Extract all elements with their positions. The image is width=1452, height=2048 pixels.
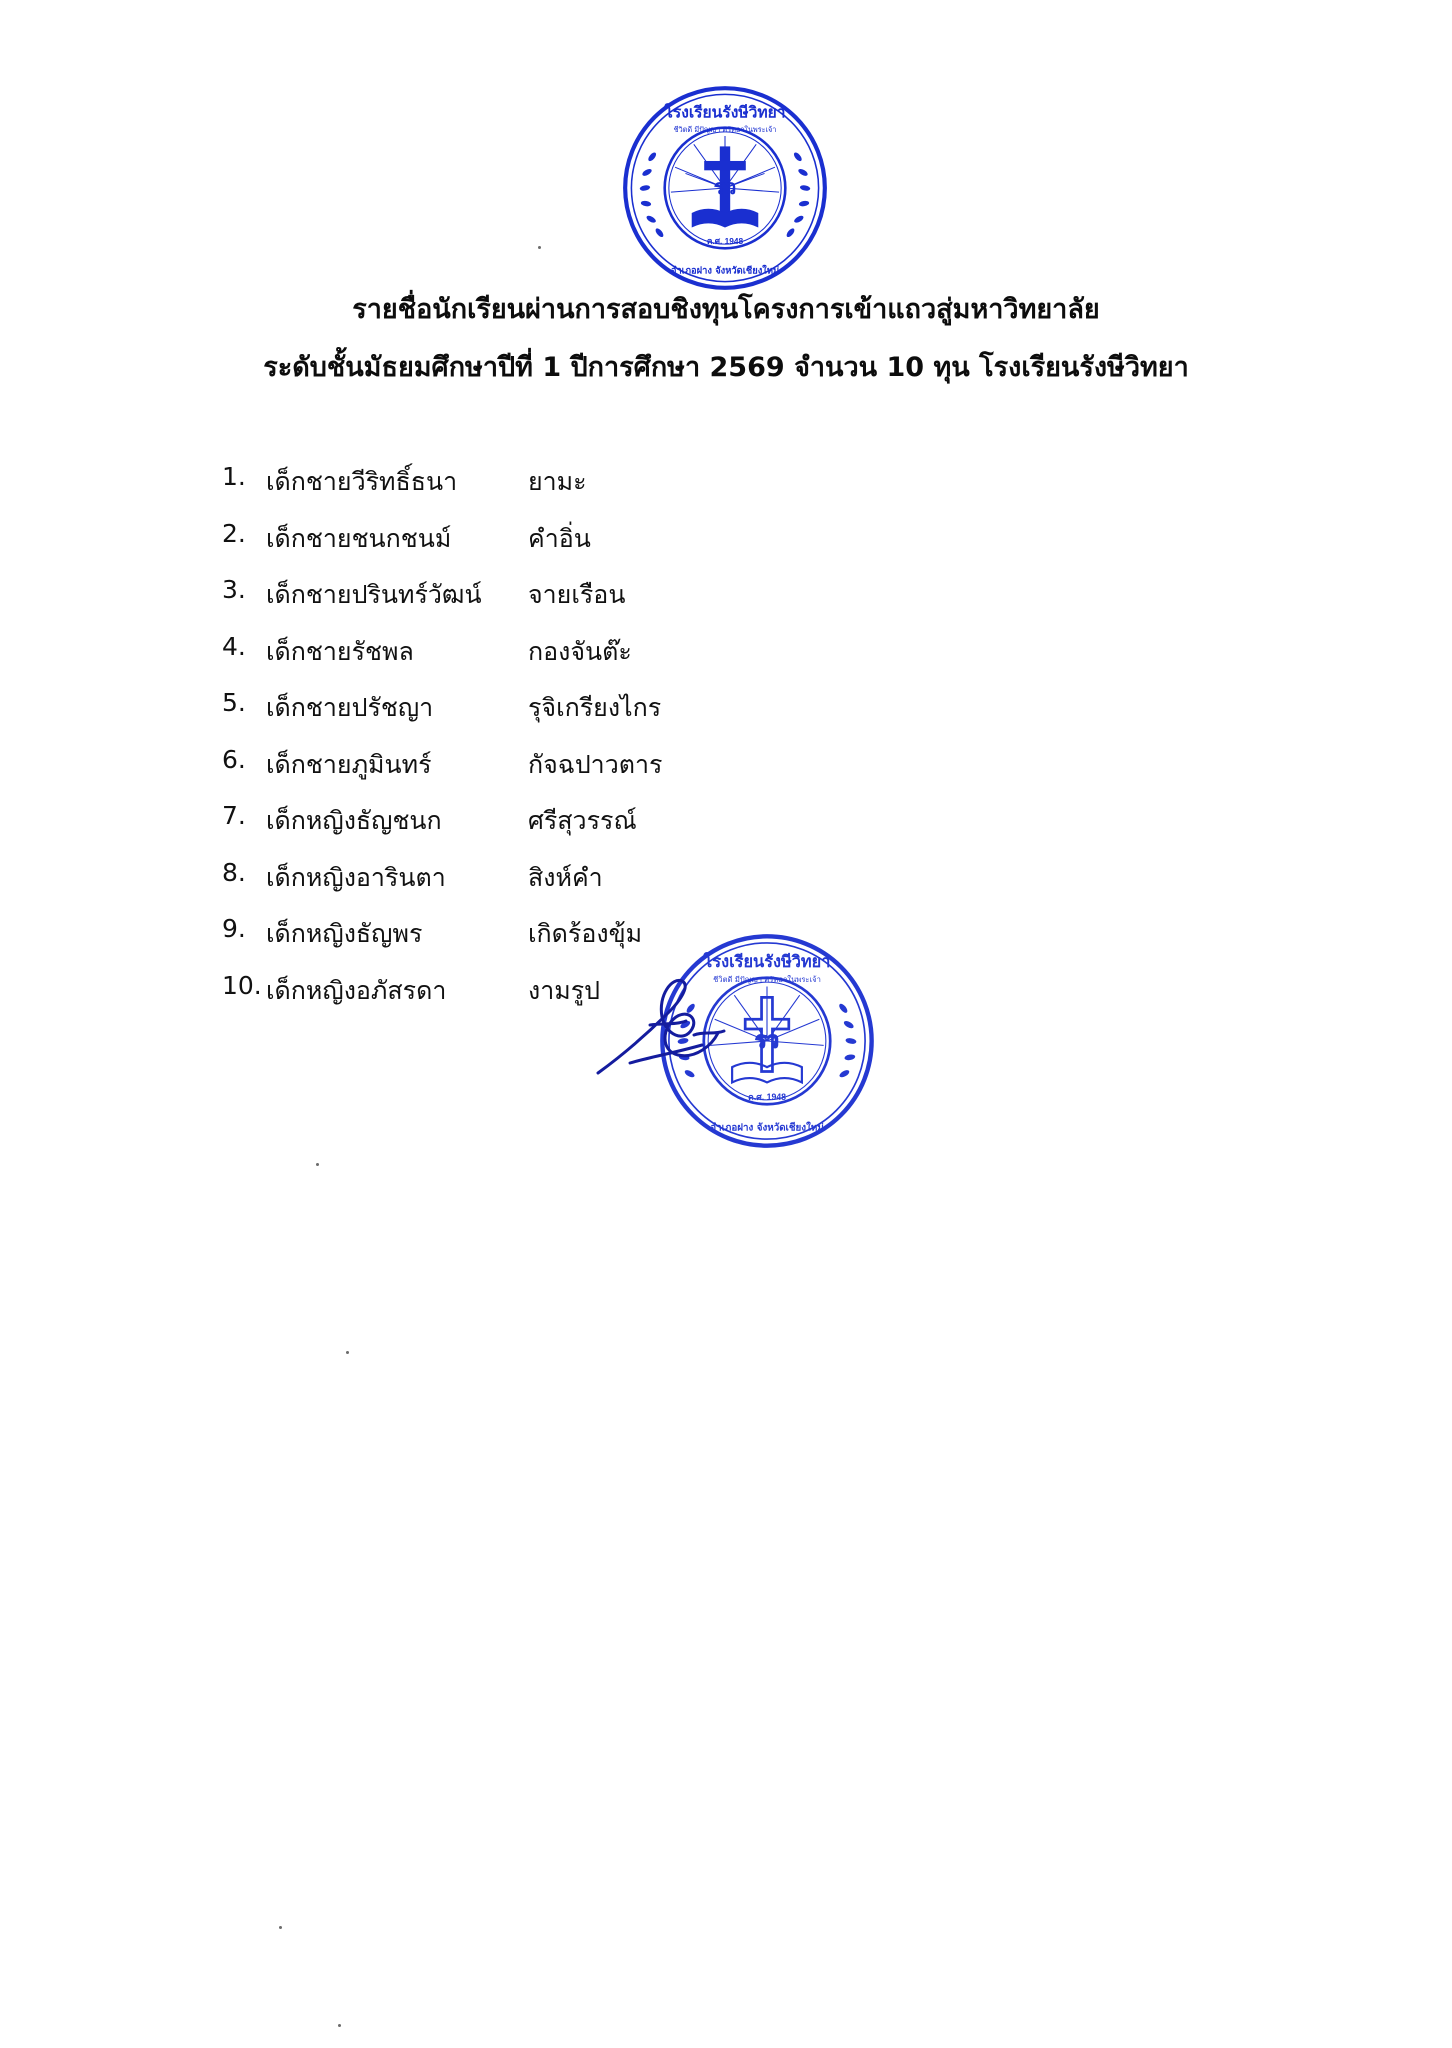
scan-speck (346, 1351, 349, 1354)
svg-text:ค.ศ. 1948: ค.ศ. 1948 (706, 236, 744, 247)
list-item (222, 745, 1022, 802)
student-given-name: เด็กหญิงอภัสรดา (266, 975, 447, 1005)
list-item-number: 4. (222, 631, 246, 661)
student-surname: สิงห์คำ (528, 862, 603, 892)
list-item (222, 688, 1022, 745)
list-item (222, 632, 1022, 689)
student-given-name: เด็กหญิงธัญชนก (266, 806, 442, 835)
svg-text:รว: รว (755, 1027, 779, 1053)
student-given-name: เด็กชายภูมินทร์ (266, 749, 432, 779)
scan-speck (538, 246, 541, 249)
school-seal-logo (621, 84, 829, 292)
list-item-number: 7. (222, 801, 246, 830)
list-item-number: 10. (222, 970, 262, 1000)
student-surname: งามรูป (528, 975, 601, 1005)
svg-text:ชีวิตดี มีปัญญา ศรัทธาในพระเจ้: ชีวิตดี มีปัญญา ศรัทธาในพระเจ้า (673, 124, 777, 134)
list-item-number: 5. (222, 688, 246, 717)
student-surname: กัจฉปาวตาร (528, 749, 663, 779)
student-given-name: เด็กหญิงอารินตา (266, 862, 446, 892)
list-item-number: 3. (222, 575, 246, 604)
student-surname: ยามะ (528, 467, 587, 496)
list-item (222, 575, 1022, 632)
document-subtitle: ระดับชั้นมัธยมศึกษาปีที่ 1 ปีการศึกษา 2569 จำนวน 10 ทุน โรงเรียนรังษีวิทยา (263, 352, 1189, 383)
student-surname: เกิดร้องขุ้ม (528, 919, 643, 948)
list-item (222, 914, 1022, 971)
student-given-name: เด็กชายวีริทธิ์ธนา (266, 467, 458, 496)
scan-speck (279, 1926, 282, 1929)
svg-text:อำเภอฝาง จังหวัดเชียงใหม่: อำเภอฝาง จังหวัดเชียงใหม่ (710, 1122, 824, 1134)
student-given-name: เด็กชายปรินทร์วัฒน์ (266, 580, 482, 609)
list-item (222, 462, 1022, 519)
svg-text:โรงเรียนรังษีวิทยา: โรงเรียนรังษีวิทยา (664, 103, 786, 122)
svg-text:ชีวิตดี มีปัญญา ศรัทธาในพระเจ้: ชีวิตดี มีปัญญา ศรัทธาในพระเจ้า (713, 975, 821, 985)
list-item-number: 8. (222, 857, 246, 887)
list-item-number: 9. (222, 914, 246, 943)
list-item (222, 801, 1022, 858)
signature (590, 965, 740, 1080)
student-given-name: เด็กชายชนกชนม์ (266, 523, 452, 553)
list-item-number: 1. (222, 462, 246, 491)
student-given-name: เด็กชายปรัชญา (266, 693, 434, 722)
student-surname: กองจันต๊ะ (528, 636, 632, 666)
list-item-number: 6. (222, 744, 246, 774)
svg-text:ค.ศ. 1948: ค.ศ. 1948 (747, 1091, 787, 1102)
student-surname: คำอิ่น (528, 523, 591, 553)
svg-text:รว: รว (713, 176, 737, 200)
list-item (222, 858, 1022, 915)
svg-text:โรงเรียนรังษีวิทยา: โรงเรียนรังษีวิทยา (703, 951, 831, 971)
svg-text:อำเภอฝาง จังหวัดเชียงใหม่: อำเภอฝาง จังหวัดเชียงใหม่ (670, 265, 780, 277)
list-item-number: 2. (222, 518, 246, 548)
student-surname: ศรีสุวรรณ์ (528, 806, 637, 835)
scan-speck (338, 2024, 341, 2027)
student-given-name: เด็กหญิงธัญพร (266, 919, 423, 948)
student-list (222, 462, 1022, 1027)
scan-speck (316, 1163, 319, 1166)
list-item (222, 519, 1022, 576)
student-given-name: เด็กชายรัชพล (266, 636, 414, 666)
document-title: รายชื่อนักเรียนผ่านการสอบชิงทุนโครงการเข้าแถวสู่มหาวิทยาลัย (352, 294, 1100, 325)
student-surname: รุจิเกรียงไกร (528, 693, 662, 722)
student-surname: จายเรือน (528, 580, 626, 609)
